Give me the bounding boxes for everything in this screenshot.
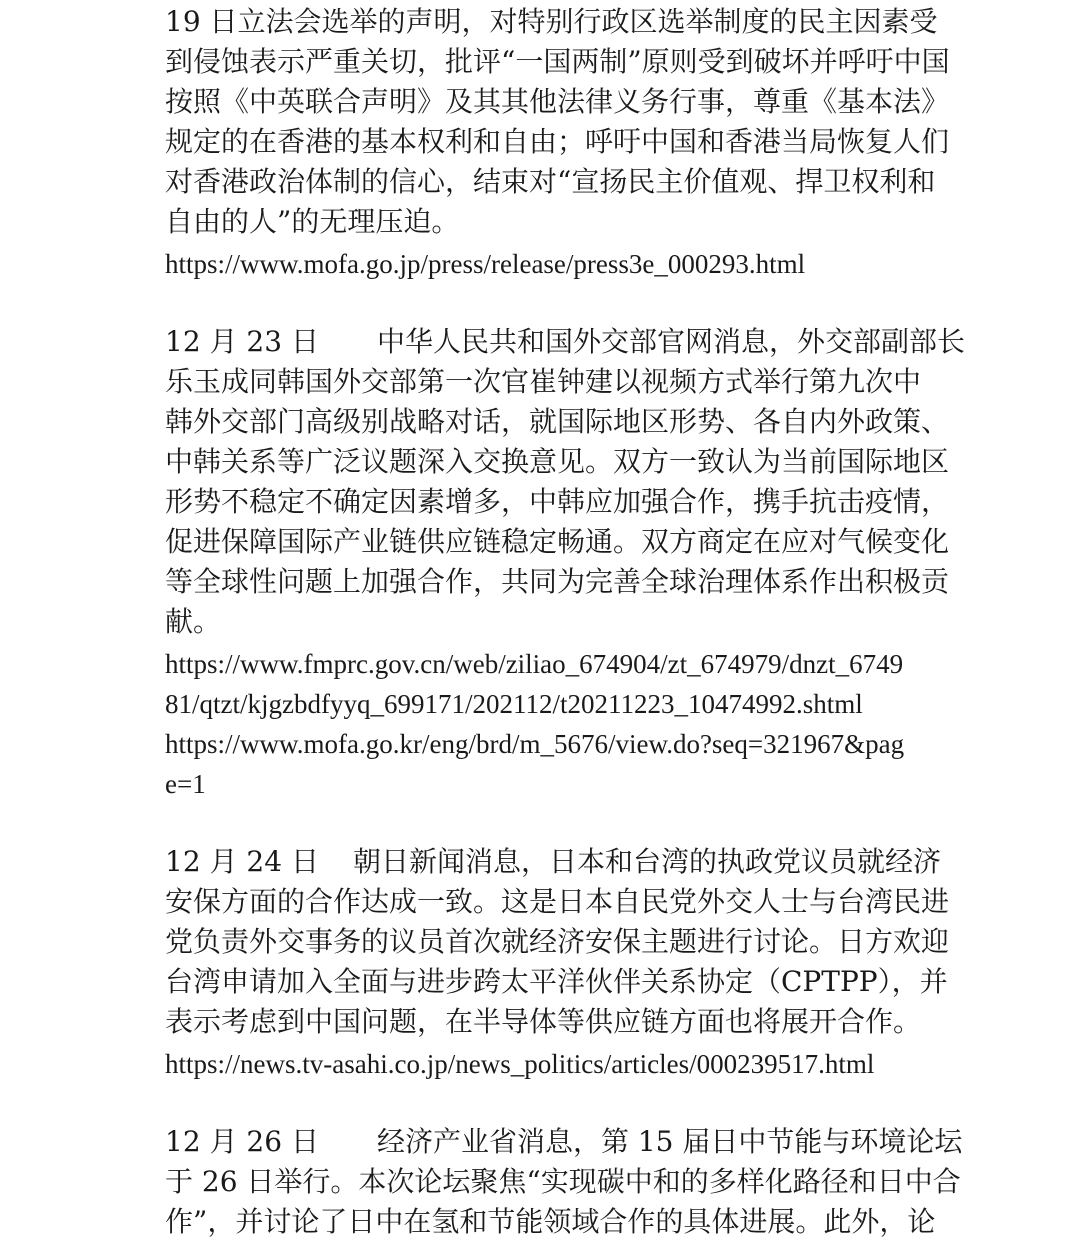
paragraph-line: 形势不稳定不确定因素增多，中韩应加强合作，携手抗击疫情，	[165, 485, 950, 518]
entry-date: 12 月 24 日	[165, 845, 319, 878]
source-link[interactable]: e=1	[165, 769, 206, 799]
paragraph-line: 献。	[165, 605, 222, 638]
paragraph-line: 自由的人”的无理压迫。	[165, 205, 460, 238]
paragraph-line: 对香港政治体制的信心，结束对“宣扬民主价值观、捍卫权利和	[165, 165, 936, 198]
paragraph-line: 乐玉成同韩国外交部第一次官崔钟建以视频方式举行第九次中	[165, 365, 922, 398]
paragraph-line: 台湾申请加入全面与进步跨太平洋伙伴关系协定（CPTPP），并	[165, 965, 948, 998]
entry-date: 12 月 26 日	[165, 1125, 319, 1158]
paragraph-line: 表示考虑到中国问题，在半导体等供应链方面也将展开合作。	[165, 1005, 922, 1038]
paragraph-line: 规定的在香港的基本权利和自由；呼吁中国和香港当局恢复人们	[165, 125, 950, 158]
paragraph-line: 作”，并讨论了日中在氢和节能领域合作的具体进展。此外，论	[165, 1205, 936, 1238]
source-link[interactable]: https://www.fmprc.gov.cn/web/ziliao_674904/zt_674979/dnzt_6749	[165, 649, 904, 679]
source-link[interactable]: https://news.tv-asahi.co.jp/news_politics/articles/000239517.html	[165, 1049, 875, 1079]
entry-date: 12 月 23 日	[165, 325, 319, 358]
entry-first-line	[165, 322, 965, 362]
paragraph-line: 19 日立法会选举的声明，对特别行政区选举制度的民主因素受	[165, 5, 938, 38]
source-link[interactable]: 81/qtzt/kjgzbdfyyq_699171/202112/t20211223_10474992.shtml	[165, 689, 863, 719]
paragraph-line: 于 26 日举行。本次论坛聚焦“实现碳中和的多样化路径和日中合	[165, 1165, 961, 1198]
paragraph-line: 等全球性问题上加强合作，共同为完善全球治理体系作出积极贡	[165, 565, 950, 598]
entry-lead-text: 朝日新闻消息，日本和台湾的执政党议员就经济	[352, 845, 941, 878]
source-link[interactable]: https://www.mofa.go.jp/press/release/press3e_000293.html	[165, 249, 806, 279]
entry-first-line	[165, 842, 941, 882]
entry-lead-text: 经济产业省消息，第 15 届日中节能与环境论坛	[376, 1125, 963, 1158]
source-link[interactable]: https://www.mofa.go.kr/eng/brd/m_5676/view.do?seq=321967&pag	[165, 729, 905, 759]
paragraph-line: 到侵蚀表示严重关切，批评“一国两制”原则受到破坏并呼吁中国	[165, 45, 950, 78]
paragraph-line: 按照《中英联合声明》及其其他法律义务行事，尊重《基本法》	[165, 85, 950, 118]
entry-lead-text: 中华人民共和国外交部官网消息，外交部副部长	[376, 325, 965, 358]
paragraph-line: 韩外交部门高级别战略对话，就国际地区形势、各自内外政策、	[165, 405, 950, 438]
paragraph-line: 中韩关系等广泛议题深入交换意见。双方一致认为当前国际地区	[165, 445, 950, 478]
entry-first-line	[165, 1122, 962, 1162]
paragraph-line: 促进保障国际产业链供应链稳定畅通。双方商定在应对气候变化	[165, 525, 950, 558]
paragraph-line: 安保方面的合作达成一致。这是日本自民党外交人士与台湾民进	[165, 885, 950, 918]
paragraph-line: 党负责外交事务的议员首次就经济安保主题进行讨论。日方欢迎	[165, 925, 950, 958]
